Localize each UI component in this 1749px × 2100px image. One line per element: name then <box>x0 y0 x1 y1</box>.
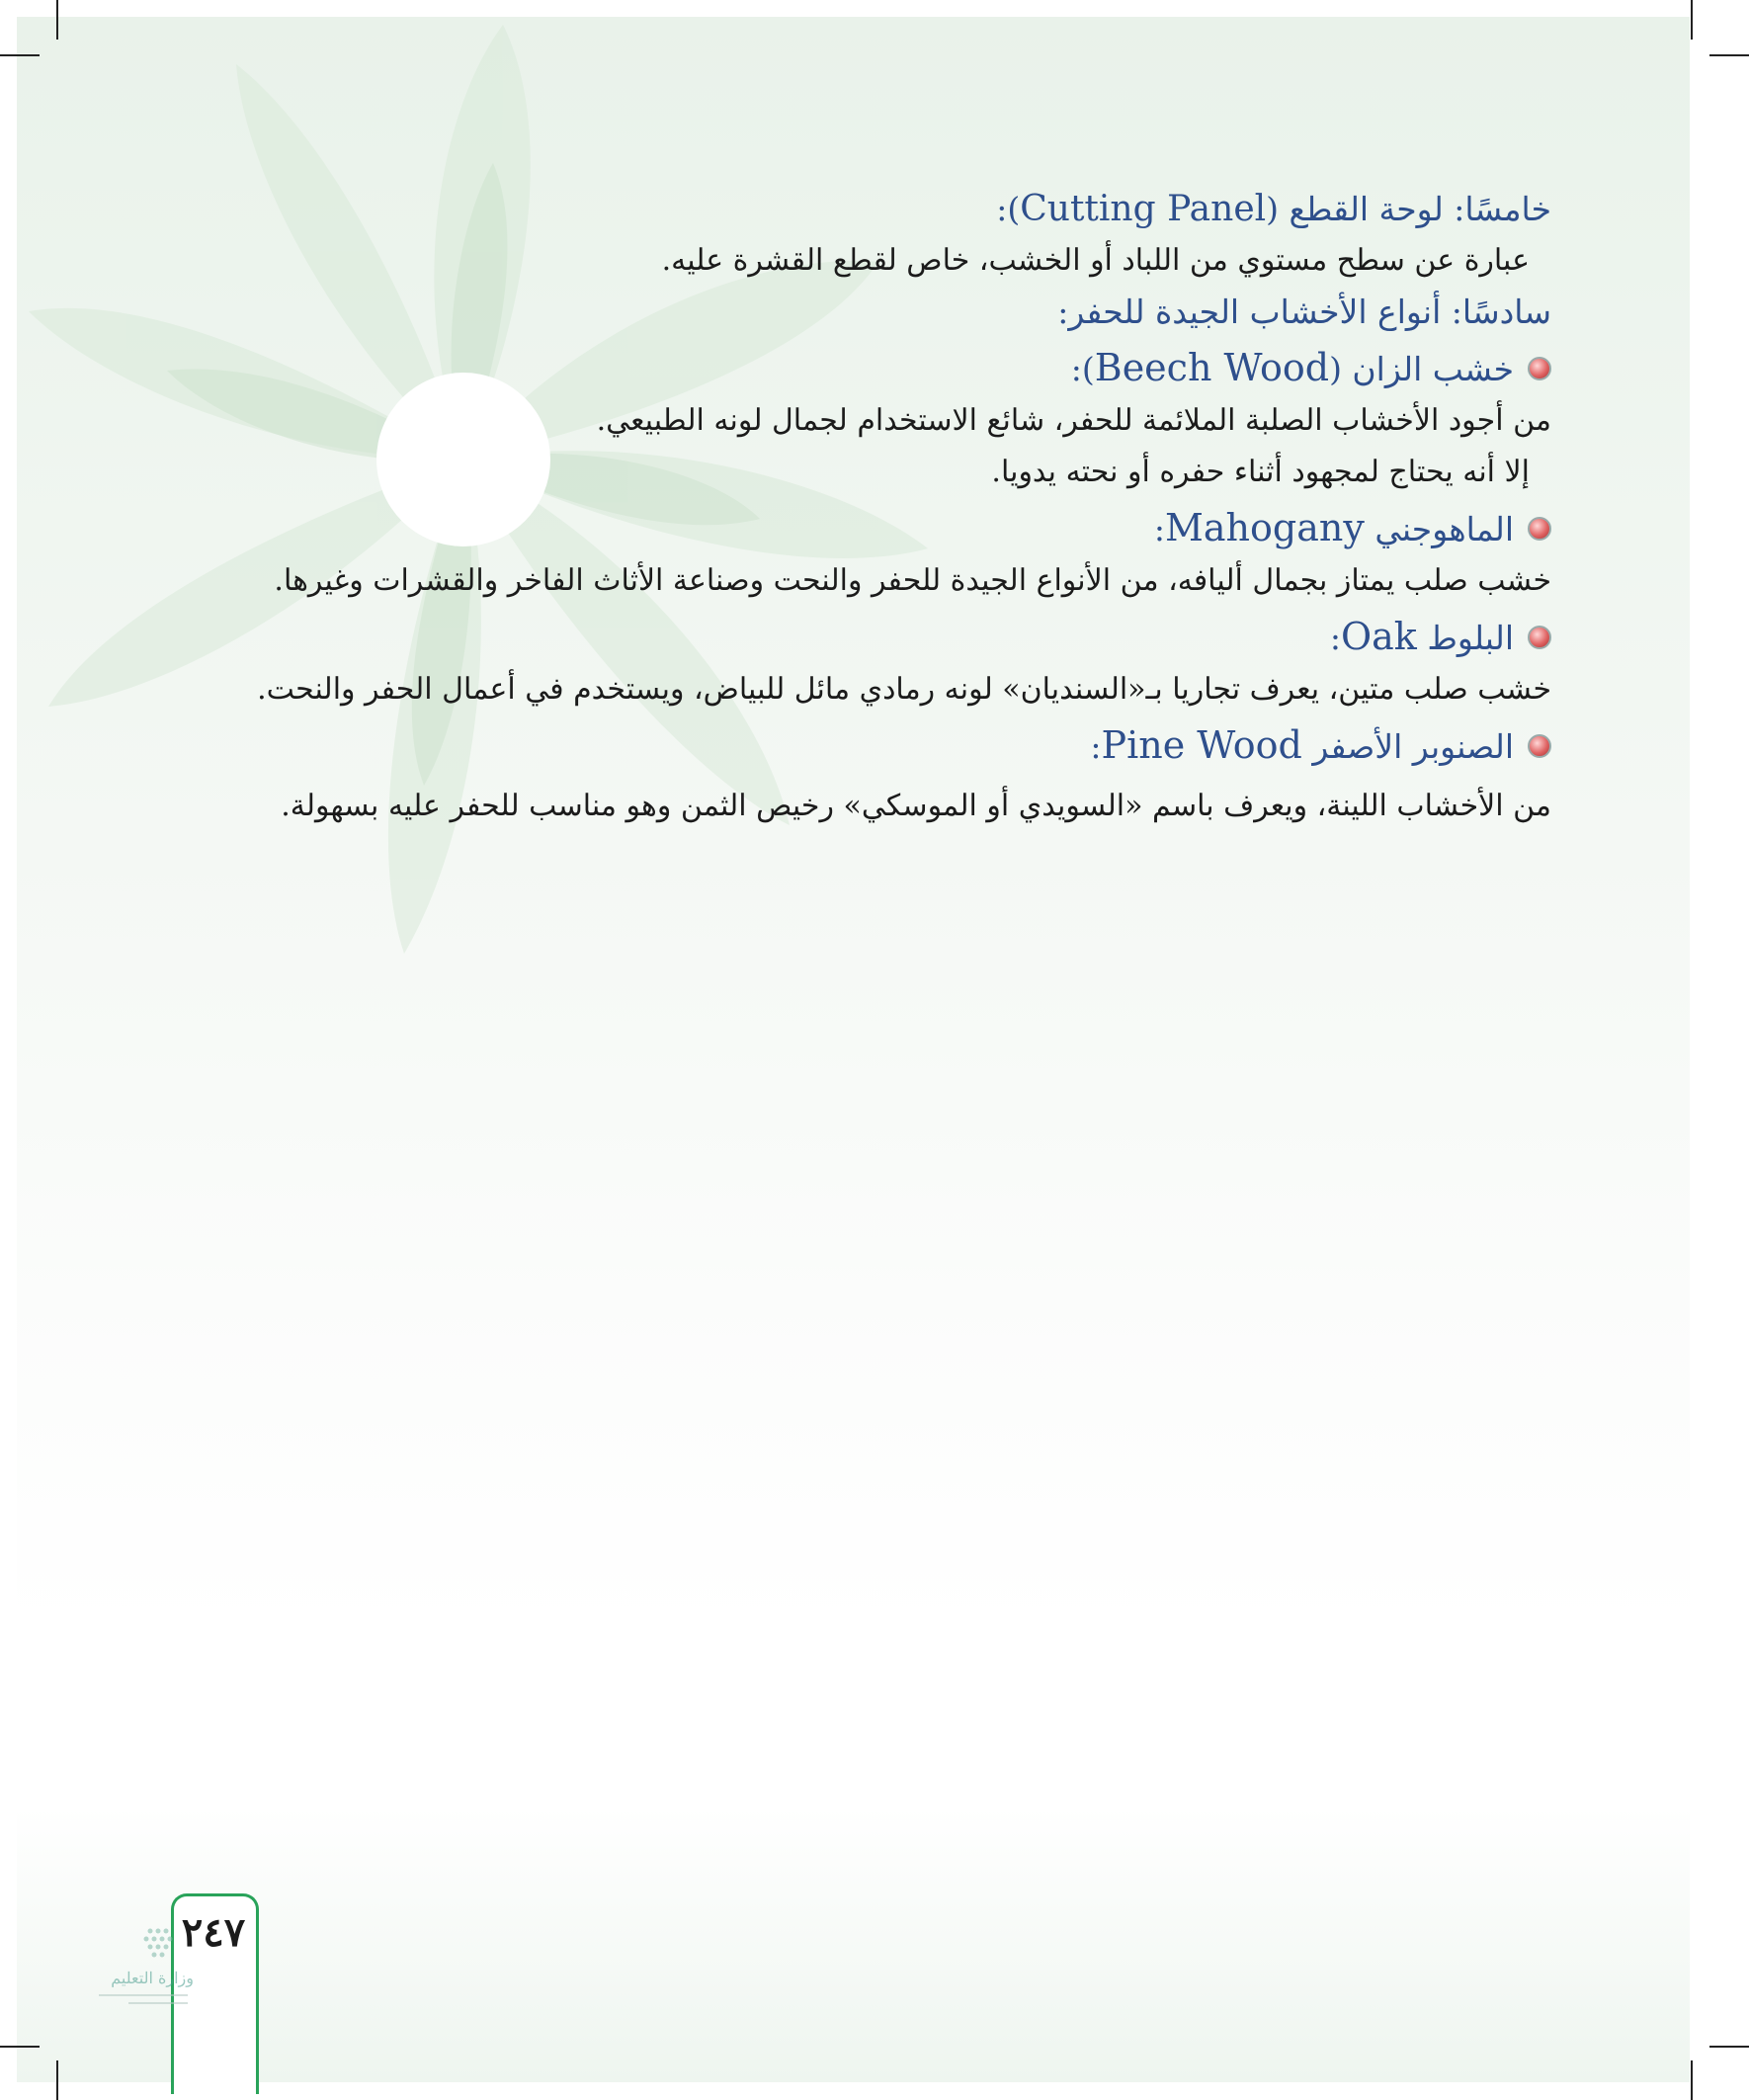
heading-arabic: خامسًا: لوحة القطع ( <box>1266 190 1551 228</box>
crop-mark <box>1709 54 1749 56</box>
wood-description: خشب صلب متين، يعرف تجاريا بـ«السنديان» لونه رمادي مائل للبياض، ويستخدم في أعمال الحفر والنحت. <box>257 672 1551 707</box>
wood-name-english: Pine Wood <box>1101 723 1302 767</box>
wood-name <box>1154 502 1514 555</box>
wood-description: من الأخشاب اللينة، ويعرف باسم «السويدي أو الموسكي» رخيص الثمن وهو مناسب للحفر عليه بسهولة. <box>281 789 1551 823</box>
ministry-dots-icon <box>91 1925 200 1965</box>
ministry-name: وزارة التعليم <box>111 1969 194 1987</box>
heading-english: Cutting Panel <box>1020 189 1267 229</box>
wood-item-pine <box>198 719 1551 773</box>
heading-suffix: ): <box>996 190 1021 228</box>
bullet-icon <box>1528 357 1551 380</box>
crop-mark <box>1691 0 1693 40</box>
wood-name-suffix: : <box>1090 727 1102 766</box>
cutting-panel-body: عبارة عن سطح مستوي من اللباد أو الخشب، خاص لقطع القشرة عليه. <box>661 243 1530 278</box>
page-number: ٢٤٧ <box>181 1909 246 1956</box>
crop-mark <box>56 0 58 40</box>
wood-name-english: Beech Wood <box>1094 346 1330 389</box>
crop-mark <box>1691 2060 1693 2100</box>
wood-name-arabic: الماهوجني <box>1374 510 1514 548</box>
wood-name-arabic: البلوط <box>1427 619 1514 657</box>
bullet-icon <box>1528 734 1551 758</box>
wood-name-arabic: الصنوبر الأصفر <box>1312 727 1514 766</box>
section-heading-cutting-panel <box>198 184 1551 235</box>
bullet-icon <box>1528 626 1551 649</box>
ministry-logo <box>91 1925 200 2004</box>
wood-description: إلا أنه يحتاج لمجهود أثناء حفره أو نحته يدويا. <box>991 455 1530 489</box>
footer-band <box>17 1808 1690 2082</box>
ministry-subtext-line <box>99 1994 188 1996</box>
wood-item-oak <box>198 611 1551 664</box>
bullet-icon <box>1528 517 1551 541</box>
wood-name <box>1071 342 1514 395</box>
wood-item-mahogany <box>198 502 1551 555</box>
wood-name-english: Mahogany <box>1164 506 1365 549</box>
wood-name-suffix: : <box>1153 510 1165 548</box>
section-heading-wood-types: سادسًا: أنواع الأخشاب الجيدة للحفر: <box>1057 293 1551 331</box>
crop-mark <box>56 2060 58 2100</box>
wood-name-suffix: : <box>1329 619 1341 657</box>
wood-item-beech <box>198 342 1551 395</box>
crop-mark <box>0 54 40 56</box>
crop-mark <box>1709 2046 1749 2048</box>
wood-name-suffix: ): <box>1070 350 1095 388</box>
crop-mark <box>0 2046 40 2048</box>
wood-description: من أجود الأخشاب الصلبة الملائمة للحفر، شائع الاستخدام لجمال لونه الطبيعي. <box>596 403 1551 438</box>
page-content <box>198 184 1551 832</box>
wood-name-arabic: خشب الزان ( <box>1329 350 1514 388</box>
wood-name <box>1330 611 1514 664</box>
ministry-subtext-line <box>128 2002 188 2004</box>
wood-name-english: Oak <box>1340 615 1417 658</box>
wood-description: خشب صلب يمتاز بجمال أليافه، من الأنواع الجيدة للحفر والنحت وصناعة الأثاث الفاخر والقشرات وغيرها. <box>274 563 1551 598</box>
wood-name <box>1090 719 1514 773</box>
